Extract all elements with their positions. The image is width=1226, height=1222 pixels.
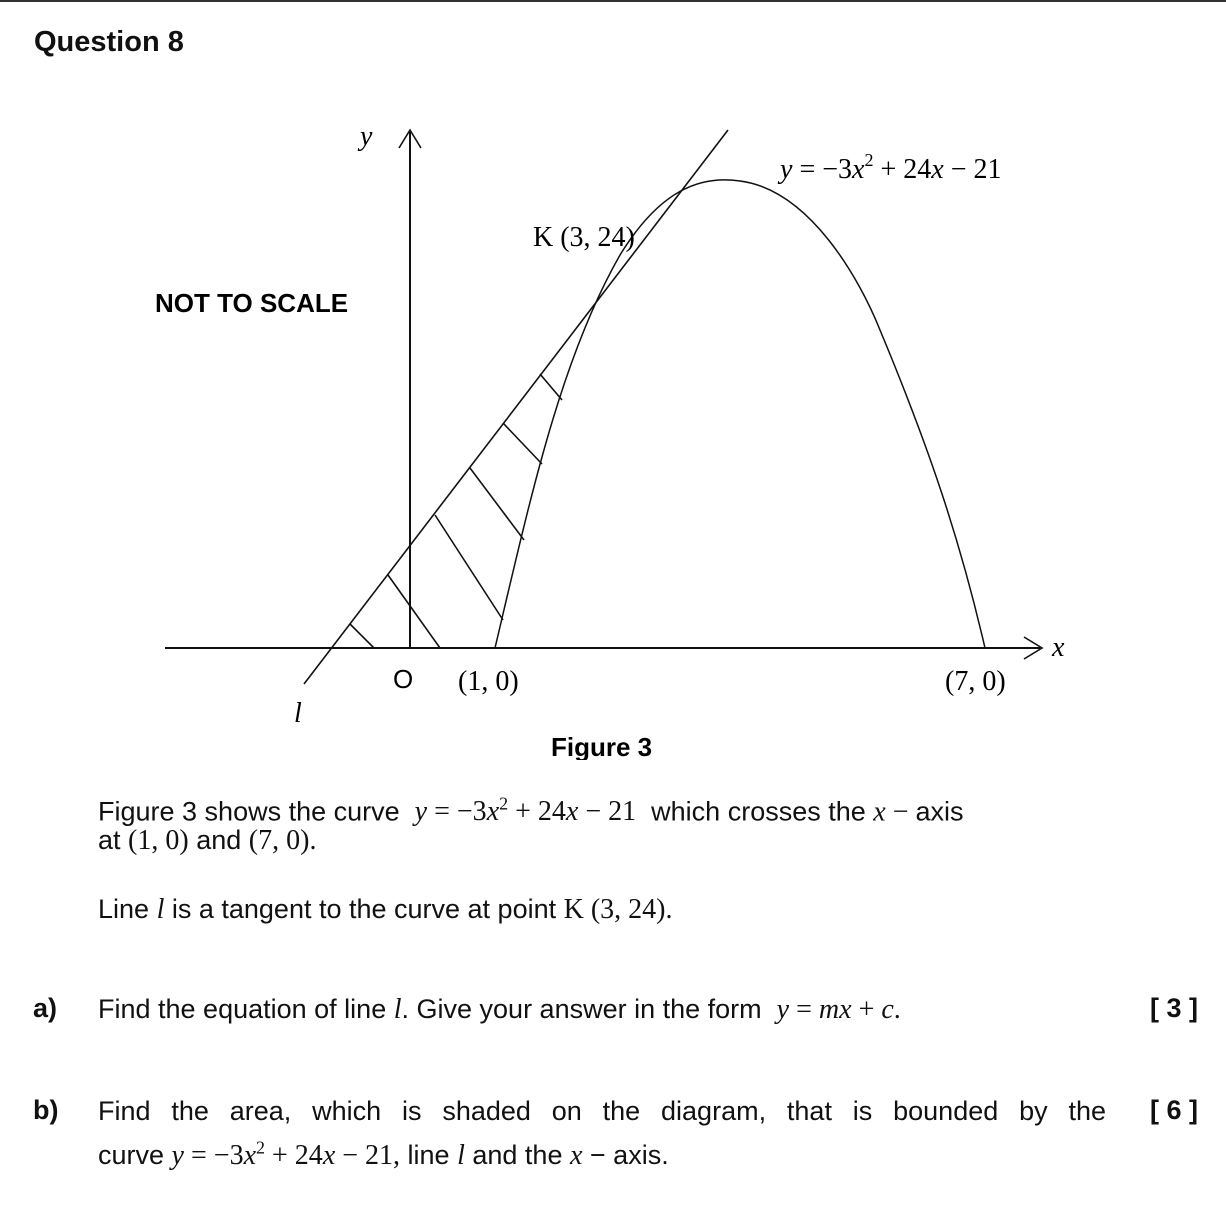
point-k-label: K (3, 24) xyxy=(533,222,635,253)
figure-caption: Figure 3 xyxy=(551,732,653,760)
part-b-text: Find the area, which is shaded on the diagram, that is bounded by the curve $y = -3x^2 + 24x - 21$, line l and the x − axis. xyxy=(98,1096,1106,1172)
part-b-label: b) xyxy=(33,1095,59,1125)
shaded-region-hatching xyxy=(350,374,562,648)
question-title: Question 8 xyxy=(34,26,184,58)
part-a-text: Find the equation of line l. Give your answer in the form y = mx + c. xyxy=(98,994,901,1025)
not-to-scale-label: NOT TO SCALE xyxy=(155,288,349,318)
x-axis-label: x xyxy=(1052,632,1065,663)
intro-paragraph-line-2: at (1, 0) and (7, 0). xyxy=(98,825,317,856)
intro-paragraph-tangent: Line l is a tangent to the curve at point K (3, 24). xyxy=(98,894,673,925)
point-7-0-label: (7, 0) xyxy=(945,666,1006,697)
point-1-0-label: (1, 0) xyxy=(458,666,519,697)
intro-paragraph-line-1: Figure 3 shows the curve $y = -3x^2 + 24x - 21$ which crosses the x − axis xyxy=(98,794,964,828)
part-a-label: a) xyxy=(33,993,58,1023)
tangent-line-l xyxy=(304,130,728,684)
curve-equation-label: $y = -3x^2 + 24x - 21$ xyxy=(780,150,1002,185)
origin-label: O xyxy=(393,664,414,694)
y-axis-label: y xyxy=(360,121,373,152)
line-l-label: l xyxy=(294,698,302,729)
part-a-marks: [ 3 ] xyxy=(1150,993,1199,1023)
part-b-marks: [ 6 ] xyxy=(1150,1095,1199,1125)
